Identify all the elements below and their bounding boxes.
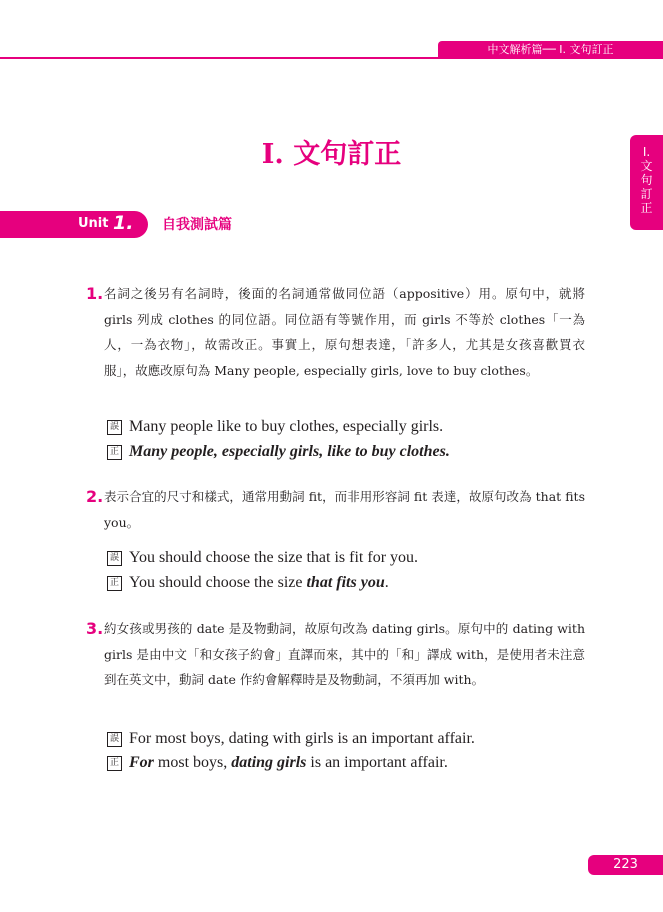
item-explanation: 約女孩或男孩的 date 是及物動詞，故原句改為 dating girls。原句中的 dating with girls 是由中文「和女孩子約會」直譯而來，其中的「和」譯成 with，是使用者未注意到在英文中，動詞 date 作約會解釋時是及物動詞，不須再加 with。: [104, 621, 585, 687]
running-title: 中文解析篇── I. 文句訂正: [438, 41, 663, 59]
right-sentence-middle: most boys,: [153, 754, 232, 771]
unit-title: 自我測試篇: [162, 217, 232, 233]
side-tab-line: 訂: [640, 187, 653, 201]
unit-label: Unit: [78, 216, 109, 231]
right-sentence: Many people, especially girls, like to buy clothes.: [129, 443, 450, 460]
side-tab-line: I.: [642, 145, 651, 159]
chapter-title: I. 文句訂正: [261, 139, 402, 170]
wrong-sentence: Many people like to buy clothes, especially girls.: [129, 418, 444, 435]
right-mark-icon: 正: [107, 756, 122, 771]
item-number: 3.: [86, 619, 104, 638]
item-explanation: 名詞之後另有名詞時，後面的名詞通常做同位語（appositive）用。原句中，就將 girls 列成 clothes 的同位語。同位語有等號作用，而 girls 不等於 clothes「一為人，一為衣物」，故需改正。事實上，原句想表達，「許多人，尤其是女孩喜歡買衣服」，故應改原句為 Many people, especially girls, love to buy clothes。: [104, 286, 585, 378]
unit-banner: [0, 211, 148, 238]
right-mark-icon: 正: [107, 576, 122, 591]
right-sentence-end: .: [384, 574, 389, 591]
side-chapter-tab: [630, 135, 663, 230]
right-mark-icon: 正: [107, 445, 122, 460]
item-number: 2.: [86, 487, 104, 506]
unit-number: 1.: [113, 212, 134, 234]
wrong-example: [107, 729, 475, 749]
wrong-mark-icon: 誤: [107, 420, 122, 435]
right-sentence-emphasis: dating girls: [231, 754, 307, 771]
wrong-sentence: For most boys, dating with girls is an important affair.: [129, 730, 475, 747]
right-sentence-end: is an important affair.: [306, 754, 448, 771]
item-explanation: 表示合宜的尺寸和樣式，通常用動詞 fit，而非用形容詞 fit 表達，故原句改為 that fits you。: [104, 489, 585, 530]
item-number: 1.: [86, 284, 104, 303]
right-sentence-emphasis: that fits you: [306, 574, 385, 591]
page-number: 223: [588, 855, 663, 875]
side-tab-line: 文: [640, 159, 653, 173]
right-example: [107, 573, 389, 593]
right-example: [107, 753, 448, 773]
wrong-example: [107, 417, 443, 437]
right-example: [107, 442, 450, 462]
side-tab-line: 正: [640, 201, 653, 215]
wrong-mark-icon: 誤: [107, 732, 122, 747]
wrong-mark-icon: 誤: [107, 551, 122, 566]
right-sentence-emphasis: For: [129, 754, 154, 771]
side-tab-line: 句: [640, 173, 653, 187]
wrong-sentence: You should choose the size that is fit for you.: [129, 549, 419, 566]
wrong-example: [107, 548, 418, 568]
right-sentence-start: You should choose the size: [129, 574, 307, 591]
